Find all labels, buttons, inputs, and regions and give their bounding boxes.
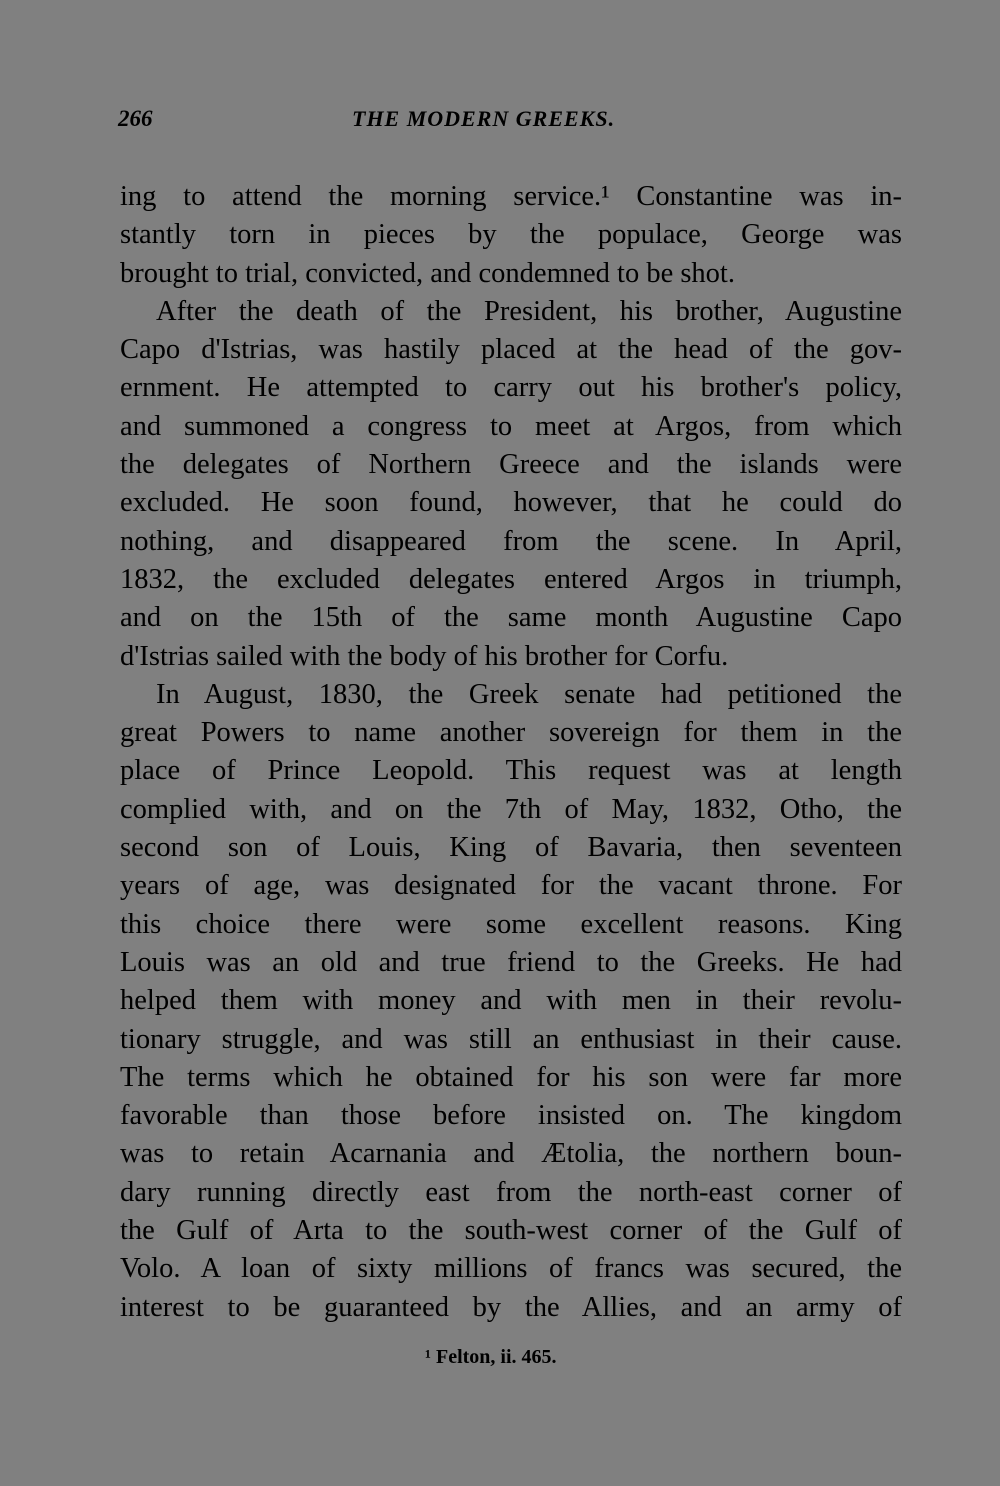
text-line: complied with, and on the 7th of May, 1832, Otho, the: [120, 793, 902, 825]
text-line: In August, 1830, the Greek senate had petitioned the: [156, 678, 902, 710]
text-line: and summoned a congress to meet at Argos, from which: [120, 410, 902, 442]
text-line: excluded. He soon found, however, that he could do: [120, 487, 902, 519]
text-line: great Powers to name another sovereign for them in the: [120, 717, 902, 749]
text-line: ing to attend the morning service.¹ Constantine was in-: [120, 181, 902, 212]
text-line: nothing, and disappeared from the scene. In April,: [120, 525, 902, 557]
text-line: favorable than those before insisted on. The kingdom: [120, 1100, 902, 1132]
text-line: stantly torn in pieces by the populace, George was: [120, 219, 902, 251]
text-line: The terms which he obtained for his son were far more: [120, 1061, 902, 1093]
text-line: was to retain Acarnania and Ætolia, the northern boun-: [120, 1138, 902, 1170]
text-line: helped them with money and with men in their revolu-: [120, 985, 902, 1017]
running-head: THE MODERN GREEKS.: [352, 106, 616, 131]
page-number: 266: [118, 106, 153, 131]
text-line: interest to be guaranteed by the Allies, and an army of: [120, 1291, 902, 1323]
text-line: After the death of the President, his brother, Augustine: [156, 295, 902, 327]
body-text: [120, 178, 902, 1327]
text-line: this choice there were some excellent reasons. King: [120, 908, 902, 940]
text-line: Volo. A loan of sixty millions of francs was secured, the: [120, 1253, 902, 1285]
text-line: ernment. He attempted to carry out his brother's policy,: [120, 372, 902, 404]
footnote: ¹ Felton, ii. 465.: [425, 1346, 557, 1368]
text-line: brought to trial, convicted, and condemned to be shot.: [120, 257, 735, 289]
text-line: the Gulf of Arta to the south-west corner of the Gulf of: [120, 1215, 902, 1247]
text-line: years of age, was designated for the vacant throne. For: [120, 870, 902, 902]
text-line: Louis was an old and true friend to the Greeks. He had: [120, 946, 902, 978]
text-line: dary running directly east from the north-east corner of: [120, 1176, 902, 1208]
text-line: the delegates of Northern Greece and the islands were: [120, 449, 902, 481]
text-line: place of Prince Leopold. This request was at length: [120, 755, 902, 787]
text-line: Capo d'Istrias, was hastily placed at the head of the gov-: [120, 334, 902, 366]
text-line: 1832, the excluded delegates entered Argos in triumph,: [120, 563, 902, 595]
text-line: d'Istrias sailed with the body of his brother for Corfu.: [120, 640, 729, 672]
text-line: and on the 15th of the same month Augustine Capo: [120, 602, 902, 634]
text-line: second son of Louis, King of Bavaria, then seventeen: [120, 832, 902, 864]
text-line: tionary struggle, and was still an enthusiast in their cause.: [120, 1023, 902, 1055]
